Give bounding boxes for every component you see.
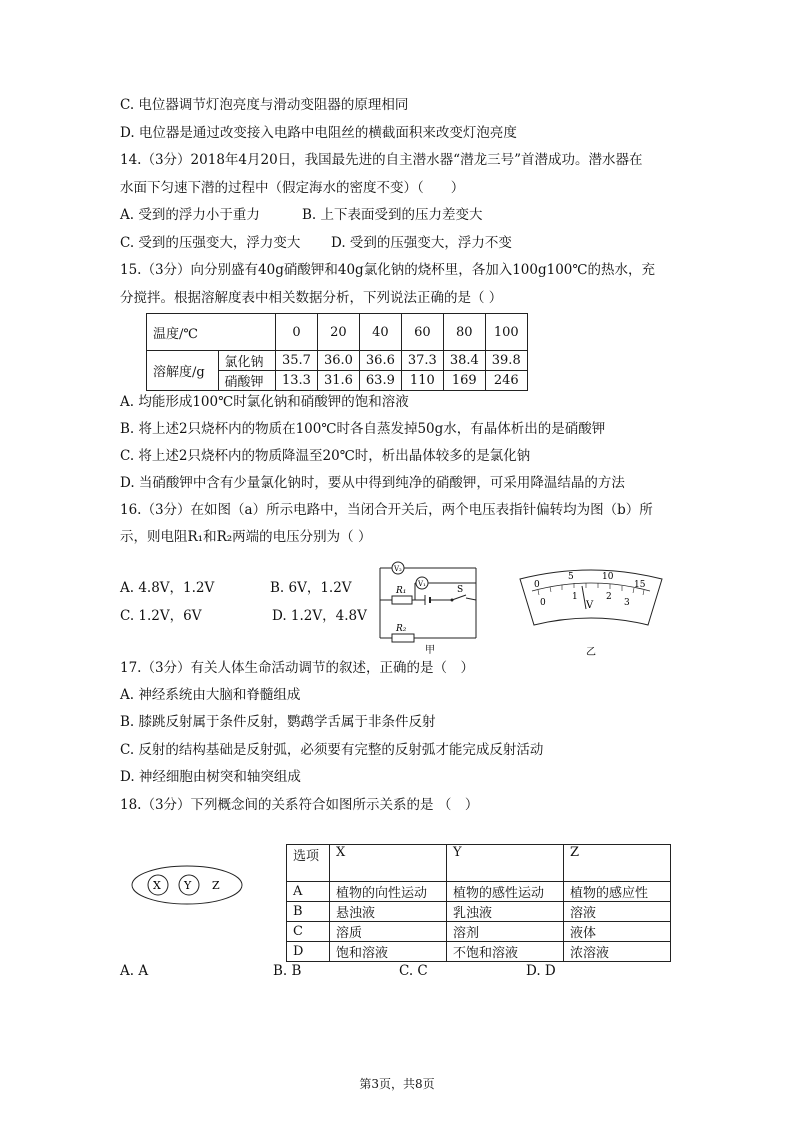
- q16-option-c: C. 1.2V，6V: [120, 608, 202, 624]
- cell: 悬浊液: [330, 902, 447, 922]
- venn-diagram: [130, 864, 244, 906]
- nacl-cell: 38.4: [443, 351, 485, 371]
- q18-option-d: D. D: [526, 963, 556, 979]
- header-z: Z: [564, 845, 671, 882]
- temp-cell: 80: [443, 314, 485, 351]
- q14-option-c: C. 受到的压强变大，浮力变大: [120, 235, 301, 251]
- bottom-scale-0: 0: [540, 598, 546, 608]
- circuit-diagram: [372, 560, 482, 656]
- q17-option-b: B. 膝跳反射属于条件反射，鹦鹉学舌属于非条件反射: [120, 714, 436, 730]
- cell: D: [287, 942, 330, 962]
- resistor-r1: [392, 596, 412, 604]
- q17-option-d: D. 神经细胞由树突和轴突组成: [120, 769, 301, 785]
- switch-label: S: [457, 585, 464, 595]
- cell: 溶质: [330, 922, 447, 942]
- figure-a-caption: 甲: [425, 645, 435, 656]
- kno3-cell: 13.3: [276, 371, 318, 391]
- cell: 溶液: [564, 902, 671, 922]
- q16-option-a: A. 4.8V，1.2V: [120, 580, 215, 596]
- q14-stem-line1: 14.（3分）2018年4月20日，我国最先进的自主潜水器“潜龙三号”首潜成功。潜水器在: [120, 152, 643, 168]
- q13-option-c: C. 电位器调节灯泡亮度与滑动变阻器的原理相同: [120, 97, 409, 113]
- solubility-header: 溶解度/g: [147, 351, 219, 391]
- header-option: 选项: [287, 845, 330, 882]
- kno3-cell: 110: [401, 371, 443, 391]
- q17-stem: 17.（3分）有关人体生命活动调节的叙述，正确的是（ ）: [120, 660, 475, 676]
- unit-label: V: [586, 600, 594, 611]
- q18-stem: 18.（3分）下列概念间的关系符合如图所示关系的是 （ ）: [120, 797, 479, 813]
- table-row: [287, 922, 671, 942]
- q15-option-b: B. 将上述2只烧杯内的物质在100℃时各自蒸发掉50g水，有晶体析出的是硝酸钾: [120, 421, 606, 437]
- v2-label: V₂: [394, 565, 402, 573]
- nacl-cell: 39.8: [485, 351, 527, 371]
- v1-label: V₁: [418, 580, 426, 588]
- cell: 乳浊液: [447, 902, 564, 922]
- top-scale-0: 0: [534, 580, 540, 590]
- top-scale-15: 15: [634, 580, 646, 590]
- kno3-cell: 246: [485, 371, 527, 391]
- q14-option-b: B. 上下表面受到的压力差变大: [302, 207, 483, 223]
- page-number: 第3页，共8页: [359, 1077, 435, 1091]
- nacl-cell: 35.7: [276, 351, 318, 371]
- resistor-r2: [392, 634, 414, 642]
- temp-cell: 20: [317, 314, 359, 351]
- venn-y-label: Y: [184, 879, 192, 892]
- temp-cell: 40: [359, 314, 401, 351]
- q15-stem-line1: 15.（3分）向分别盛有40g硝酸钾和40g氯化钠的烧杯里，各加入100g100℃的热水，充: [120, 262, 655, 278]
- venn-x-label: X: [153, 879, 161, 892]
- nacl-cell: 36.0: [317, 351, 359, 371]
- cell: 植物的感应性: [564, 882, 671, 902]
- cell: B: [287, 902, 330, 922]
- q16-stem-line2: 示，则电阻R₁和R₂两端的电压分别为（ ）: [120, 529, 372, 545]
- q14-option-d: D. 受到的压强变大，浮力不变: [331, 235, 512, 251]
- q14-stem-line2: 水面下匀速下潜的过程中（假定海水的密度不变）（ ）: [120, 180, 465, 196]
- top-scale-10: 10: [602, 572, 614, 582]
- bottom-scale-3: 3: [624, 598, 630, 608]
- temp-cell: 0: [276, 314, 318, 351]
- q16-option-b: B. 6V，1.2V: [270, 580, 352, 596]
- temp-cell: 100: [485, 314, 527, 351]
- table-row: [287, 882, 671, 902]
- solubility-table: [146, 313, 528, 391]
- q15-option-c: C. 将上述2只烧杯内的物质降温至20℃时，析出晶体较多的是氯化钠: [120, 448, 531, 464]
- table-row: [147, 314, 528, 351]
- cell: 植物的向性运动: [330, 882, 447, 902]
- table-row: [287, 845, 671, 882]
- q15-option-a: A. 均能形成100℃时氯化钠和硝酸钾的饱和溶液: [120, 394, 409, 410]
- bottom-scale-1: 1: [572, 592, 578, 602]
- nacl-label: 氯化钠: [218, 351, 276, 371]
- cell: 饱和溶液: [330, 942, 447, 962]
- relation-table: [286, 844, 671, 962]
- q17-option-c: C. 反射的结构基础是反射弧，必须要有完整的反射弧才能完成反射活动: [120, 742, 544, 758]
- venn-z-label: Z: [212, 879, 220, 892]
- q18-option-a: A. A: [120, 963, 149, 979]
- table-row: [287, 942, 671, 962]
- q16-option-d: D. 1.2V，4.8V: [272, 608, 367, 624]
- temp-cell: 60: [401, 314, 443, 351]
- top-scale-5: 5: [568, 572, 574, 582]
- header-y: Y: [447, 845, 564, 882]
- nacl-cell: 36.6: [359, 351, 401, 371]
- q18-option-c: C. C: [399, 963, 428, 979]
- kno3-cell: 31.6: [317, 371, 359, 391]
- table-row: [147, 351, 528, 371]
- figure-b-caption: 乙: [586, 647, 596, 658]
- kno3-cell: 63.9: [359, 371, 401, 391]
- cell: 液体: [564, 922, 671, 942]
- voltmeter-dial: [516, 565, 666, 661]
- q18-option-b: B. B: [273, 963, 302, 979]
- table-row: [287, 902, 671, 922]
- r2-label: R₂: [396, 624, 407, 634]
- kno3-label: 硝酸钾: [218, 371, 276, 391]
- q15-option-d: D. 当硝酸钾中含有少量氯化钠时，要从中得到纯净的硝酸钾，可采用降温结晶的方法: [120, 475, 625, 491]
- q15-stem-line2: 分搅拌。根据溶解度表中相关数据分析，下列说法正确的是（ ）: [120, 290, 503, 306]
- cell: 植物的感性运动: [447, 882, 564, 902]
- q14-option-a: A. 受到的浮力小于重力: [120, 207, 260, 223]
- q16-stem-line1: 16.（3分）在如图（a）所示电路中，当闭合开关后，两个电压表指针偏转均为图（b）所: [120, 502, 653, 518]
- nacl-cell: 37.3: [401, 351, 443, 371]
- kno3-cell: 169: [443, 371, 485, 391]
- bottom-scale-2: 2: [606, 592, 612, 602]
- cell: A: [287, 882, 330, 902]
- header-x: X: [330, 845, 447, 882]
- temp-header: 温度/℃: [147, 314, 276, 351]
- cell: 溶剂: [447, 922, 564, 942]
- switch-blade: [452, 595, 466, 600]
- q17-option-a: A. 神经系统由大脑和脊髓组成: [120, 687, 301, 703]
- q13-option-d: D. 电位器是通过改变接入电路中电阻丝的横截面积来改变灯泡亮度: [120, 125, 517, 141]
- cell: 浓溶液: [564, 942, 671, 962]
- cell: 不饱和溶液: [447, 942, 564, 962]
- r1-label: R₁: [396, 586, 407, 596]
- cell: C: [287, 922, 330, 942]
